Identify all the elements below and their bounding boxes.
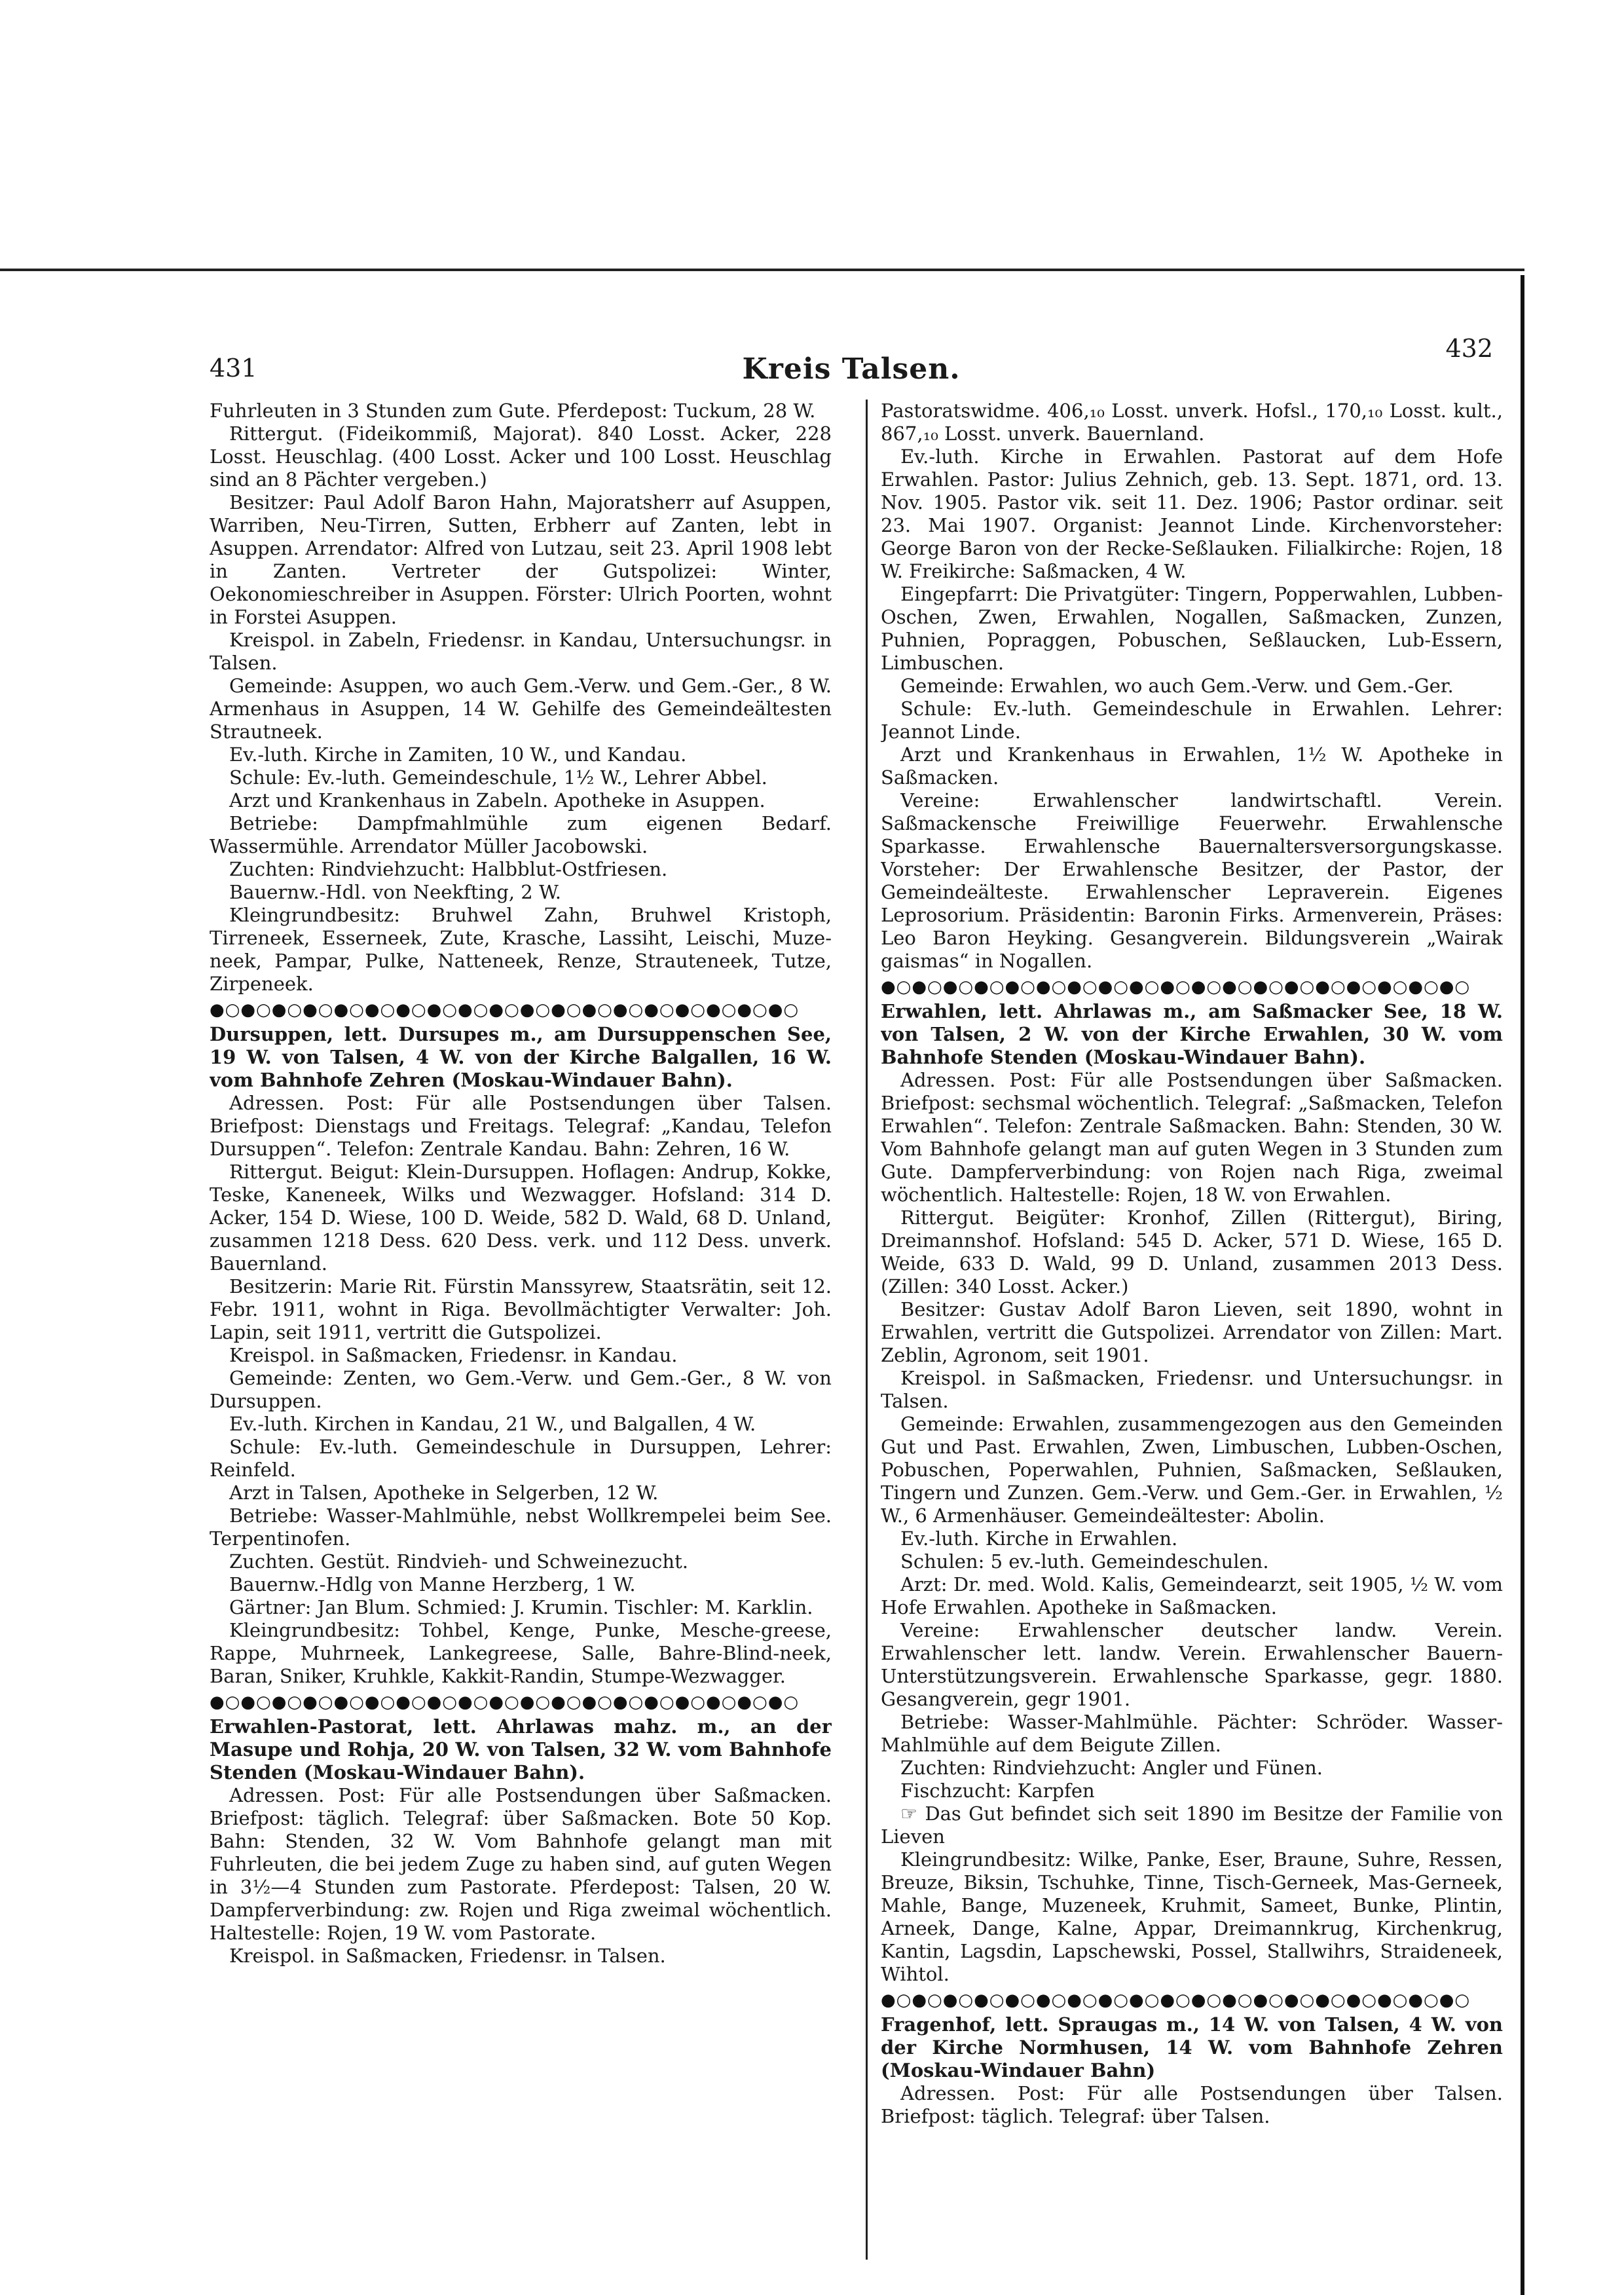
- paragraph: Kleingrundbesitz: Wilke, Panke, Eser, Braune, Suhre, Ressen, Breuze, Biksin, Tschuhke, Tinne, Tisch-Gerneek, Mas-Gerneek, Mahle, Bange, Muzeneek, Kruhmit, Sameet, Bunke, Plintin, Arneek, Dange, Kalne, Appar, Dreimannkrug, Kirchenkrug, Kantin, Lagsdin, Lapschewski, Possel, Stallwihrs, Straideneek, Wihtol.: [881, 1848, 1503, 1985]
- paragraph: Eingepfarrt: Die Privatgüter: Tingern, Popperwahlen, Lubben-Oschen, Zwen, Erwahlen, Nogallen, Saßmacken, Zunzen, Puhnien, Popraggen, Pobuschen, Seßlaucken, Lub-Essern, Limbuschen.: [881, 583, 1503, 674]
- ornament-separator: ●○●○●○●○●○●○●○●○●○●○●○●○●○●○●○●○●○●○●○: [210, 1000, 800, 1020]
- paragraph: Zuchten: Rindviehzucht: Halbblut-Ostfriesen.: [229, 858, 668, 880]
- column-divider: [866, 400, 868, 2260]
- paragraph: Kreispol. in Zabeln, Friedensr. in Kandau, Untersuchungsr. in Talsen.: [210, 629, 832, 674]
- paragraph: Fuhrleuten in 3 Stunden zum Gute. Pferdepost: Tuckum, 28 W.: [210, 400, 816, 422]
- paragraph: Schule: Ev.-luth. Gemeindeschule in Erwahlen. Lehrer: Jeannot Linde.: [881, 698, 1503, 743]
- paragraph: Besitzer: Paul Adolf Baron Hahn, Majoratsherr auf Asuppen, Warriben, Neu-Tirren, Sutten, Erbherr auf Zanten, lebt in Asuppen. Arrendator: Alfred von Lutzau, seit 23. April 1908 lebt in Zanten. Vertreter der Gutspolizei: Winter, Oekonomieschreiber in Asuppen. Förster: Ulrich Poorten, wohnt in Forstei Asuppen.: [210, 491, 832, 628]
- paragraph: Adressen. Post: Für alle Postsendungen über Talsen. Briefpost: Dienstags und Freitags. Telegraf: „Kandau, Telefon Dursuppen“. Telefon: Zentrale Kandau. Bahn: Zehren, 16 W.: [210, 1092, 832, 1160]
- paragraph: Betriebe: Wasser-Mahlmühle. Pächter: Schröder. Wasser-Mahlmühle auf dem Beigute Zillen.: [881, 1711, 1503, 1756]
- page-number-right: 432: [1445, 334, 1493, 363]
- paragraph: Schule: Ev.-luth. Gemeindeschule, 1½ W., Lehrer Abbel.: [229, 766, 767, 789]
- paragraph: Rittergut. (Fideikommiß, Majorat). 840 Losst. Acker, 228 Losst. Heuschlag. (400 Losst. Acker und 100 Losst. Heuschlag sind an 8 Pächter vergeben.): [210, 422, 832, 491]
- entry-dursuppen: Dursuppen, lett. Dursupes m., am Dursuppenschen See, 19 W. von Talsen, 4 W. von der Kirche Balgallen, 16 W. vom Bahnhofe Zehren (Moskau-Windauer Bahn).: [210, 1023, 832, 1091]
- paragraph: Kreispol. in Saßmacken, Friedensr. in Talsen.: [229, 1945, 666, 1967]
- paragraph: Vereine: Erwahlenscher deutscher landw. Verein. Erwahlenscher lett. landw. Verein. Erwahlenscher Bauern-Unterstützungsverein. Erwahlensche Sparkasse, gegr. 1880. Gesangverein, gegr 1901.: [881, 1619, 1503, 1710]
- paragraph: Ev.-luth. Kirche in Erwahlen. Pastorat auf dem Hofe Erwahlen. Pastor: Julius Zehnich, geb. 13. Sept. 1871, ord. 13. Nov. 1905. Pastor vik. seit 11. Dez. 1906; Pastor ordinar. seit 23. Mai 1907. Organist: Jeannot Linde. Kirchenvorsteher: George Baron von der Recke-Seßlauken. Filialkirche: Rojen, 18 W. Freikirche: Saßmacken, 4 W.: [881, 445, 1503, 582]
- paragraph: Schule: Ev.-luth. Gemeindeschule in Dursuppen, Lehrer: Reinfeld.: [210, 1436, 832, 1481]
- paragraph: Rittergut. Beigüter: Kronhof, Zillen (Rittergut), Biring, Dreimannshof. Hofsland: 545 D. Acker, 571 D. Wiese, 165 D. Weide, 633 D. Wald, 99 D. Unland, zusammen 2013 Dess. (Zillen: 340 Losst. Acker.): [881, 1206, 1503, 1297]
- paragraph: Ev.-luth. Kirche in Zamiten, 10 W., und Kandau.: [229, 743, 687, 766]
- paragraph: Bauernw.-Hdl. von Neekfting, 2 W.: [229, 881, 561, 903]
- paragraph: Arzt und Krankenhaus in Erwahlen, 1½ W. Apotheke in Saßmacken.: [881, 743, 1503, 789]
- paragraph: Ev.-luth. Kirche in Erwahlen.: [900, 1527, 1178, 1550]
- paragraph: Gemeinde: Zenten, wo Gem.-Verw. und Gem.-Ger., 8 W. von Dursuppen.: [210, 1367, 832, 1412]
- paragraph: Schulen: 5 ev.-luth. Gemeindeschulen.: [900, 1550, 1269, 1573]
- paragraph: Kleingrundbesitz: Bruhwel Zahn, Bruhwel Kristoph, Tirreneek, Esserneek, Zute, Krasche, Lassiht, Leischi, Muze-neek, Pampar, Pulke, Natteneek, Renze, Strauteneek, Tutze, Zirpeneek.: [210, 904, 832, 995]
- entry-fragenhof: Fragenhof, lett. Spraugas m., 14 W. von Talsen, 4 W. von der Kirche Normhusen, 14 W. vom Bahnhofe Zehren (Moskau-Windauer Bahn): [881, 2013, 1503, 2081]
- page-header: [210, 334, 1493, 386]
- running-title: Kreis Talsen.: [742, 352, 961, 386]
- paragraph: Betriebe: Dampfmahlmühle zum eigenen Bedarf. Wassermühle. Arrendator Müller Jacobowski.: [210, 812, 832, 857]
- page-right-edge: [1521, 275, 1524, 2295]
- paragraph: Adressen. Post: Für alle Postsendungen über Saßmacken. Briefpost: sechsmal wöchentlich. Telegraf: „Saßmacken, Telefon Erwahlen“. Telefon: Zentrale Saßmacken. Bahn: Stenden, 30 W. Vom Bahnhofe gelangt man auf guten Wegen in 3 Stunden zum Gute. Dampferverbindung: von Rojen nach Riga, zweimal wöchentlich. Haltestelle: Rojen, 18 W. von Erwahlen.: [881, 1069, 1503, 1206]
- page-number-left: 431: [210, 354, 257, 382]
- paragraph: Kreispol. in Saßmacken, Friedensr. in Kandau.: [229, 1344, 678, 1366]
- paragraph: Arzt und Krankenhaus in Zabeln. Apotheke in Asuppen.: [229, 789, 766, 812]
- paragraph: Kreispol. in Saßmacken, Friedensr. und Untersuchungsr. in Talsen.: [881, 1367, 1503, 1412]
- paragraph: Adressen. Post: Für alle Postsendungen über Saßmacken. Briefpost: täglich. Telegraf: über Saßmacken. Bote 50 Kop. Bahn: Stenden, 32 W. Vom Bahnhofe gelangt man mit Fuhrleuten, die bei jedem Zuge zu haben sind, auf guten Wegen in 3½—4 Stunden zum Pastorate. Pferdepost: Talsen, 20 W. Dampferverbindung: zw. Rojen und Riga zweimal wöchentlich. Haltestelle: Rojen, 19 W. vom Pastorate.: [210, 1784, 832, 1944]
- entry-erwahlen-pastorat: Erwahlen-Pastorat, lett. Ahrlawas mahz. m., an der Masupe und Rohja, 20 W. von Talsen, 32 W. vom Bahnhofe Stenden (Moskau-Windauer Bahn).: [210, 1715, 832, 1783]
- page-top-edge: [0, 269, 1524, 271]
- left-column: [210, 400, 832, 2260]
- paragraph: Adressen. Post: Für alle Postsendungen über Talsen. Briefpost: täglich. Telegraf: über Talsen.: [881, 2082, 1503, 2127]
- ornament-separator: ●○●○●○●○●○●○●○●○●○●○●○●○●○●○●○●○●○●○●○: [881, 977, 1471, 997]
- paragraph: Zuchten. Gestüt. Rindvieh- und Schweinezucht.: [229, 1550, 688, 1573]
- paragraph: Rittergut. Beigut: Klein-Dursuppen. Hoflagen: Andrup, Kokke, Teske, Kaneneek, Wilks und Wezwagger. Hofsland: 314 D. Acker, 154 D. Wiese, 100 D. Weide, 582 D. Wald, 68 D. Unland, zusammen 1218 Dess. 620 Dess. verk. und 112 Dess. unverk. Bauernland.: [210, 1161, 832, 1275]
- paragraph: Kleingrundbesitz: Tohbel, Kenge, Punke, Mesche-greese, Rappe, Muhrneek, Lankegreese, Salle, Bahre-Blind-neek, Baran, Sniker, Kruhkle, Kakkit-Randin, Stumpe-Wezwagger.: [210, 1619, 832, 1687]
- paragraph: Gemeinde: Erwahlen, wo auch Gem.-Verw. und Gem.-Ger.: [900, 675, 1454, 697]
- paragraph: Gemeinde: Asuppen, wo auch Gem.-Verw. und Gem.-Ger., 8 W. Armenhaus in Asuppen, 14 W. Gehilfe des Gemeindeältesten Strautneek.: [210, 675, 832, 743]
- paragraph: Gemeinde: Erwahlen, zusammengezogen aus den Gemeinden Gut und Past. Erwahlen, Zwen, Limbuschen, Lubben-Oschen, Pobuschen, Poperwahlen, Puhnien, Saßmacken, Seßlauken, Tingern und Zunzen. Gem.-Verw. und Gem.-Ger. in Erwahlen, ½ W., 6 Armenhäuser. Gemeindeältester: Abolin.: [881, 1413, 1503, 1527]
- right-column: [881, 400, 1503, 2260]
- paragraph: Zuchten: Rindviehzucht: Angler und Fünen.: [900, 1757, 1323, 1779]
- paragraph: Gärtner: Jan Blum. Schmied: J. Krumin. Tischler: M. Karklin.: [229, 1596, 813, 1618]
- paragraph: ☞ Das Gut befindet sich seit 1890 im Besitze der Familie von Lieven: [881, 1802, 1503, 1848]
- ornament-separator: ●○●○●○●○●○●○●○●○●○●○●○●○●○●○●○●○●○●○●○: [210, 1692, 800, 1712]
- paragraph: Besitzer: Gustav Adolf Baron Lieven, seit 1890, wohnt in Erwahlen, vertritt die Gutspolizei. Arrendator von Zillen: Mart. Zeblin, Agronom, seit 1901.: [881, 1298, 1503, 1366]
- paragraph: Bauernw.-Hdlg von Manne Herzberg, 1 W.: [229, 1573, 636, 1595]
- paragraph: Arzt: Dr. med. Wold. Kalis, Gemeindearzt, seit 1905, ½ W. vom Hofe Erwahlen. Apotheke in Saßmacken.: [881, 1573, 1503, 1618]
- paragraph: Fischzucht: Karpfen: [900, 1780, 1095, 1802]
- paragraph: Vereine: Erwahlenscher landwirtschaftl. Verein. Saßmackensche Freiwillige Feuerwehr. Erwahlensche Sparkasse. Erwahlensche Bauernaltersversorgungskasse. Vorsteher: Der Erwahlensche Besitzer, der Pastor, der Gemeindeälteste. Erwahlenscher Lepraverein. Eigenes Leprosorium. Präsidentin: Baronin Firks. Armenverein, Präses: Leo Baron Heyking. Gesangverein. Bildungsverein „Wairak gaismas“ in Nogallen.: [881, 789, 1503, 972]
- paragraph: Ev.-luth. Kirchen in Kandau, 21 W., und Balgallen, 4 W.: [229, 1413, 756, 1435]
- paragraph: Besitzerin: Marie Rit. Fürstin Manssyrew, Staatsrätin, seit 12. Febr. 1911, wohnt in Riga. Bevollmächtigter Verwalter: Joh. Lapin, seit 1911, vertritt die Gutspolizei.: [210, 1275, 832, 1343]
- paragraph: Arzt in Talsen, Apotheke in Selgerben, 12 W.: [229, 1482, 659, 1504]
- paragraph: Betriebe: Wasser-Mahlmühle, nebst Wollkrempelei beim See. Terpentinofen.: [210, 1504, 832, 1550]
- ornament-separator: ●○●○●○●○●○●○●○●○●○●○●○●○●○●○●○●○●○●○●○: [881, 1990, 1471, 2010]
- paragraph: Pastoratswidme. 406,₁₀ Losst. unverk. Hofsl., 170,₁₀ Losst. kult., 867,₁₀ Losst. unverk. Bauernland.: [881, 400, 1503, 445]
- entry-erwahlen: Erwahlen, lett. Ahrlawas m., am Saßmacker See, 18 W. von Talsen, 2 W. von der Kirche Erwahlen, 30 W. vom Bahnhofe Stenden (Moskau-Windauer Bahn).: [881, 1000, 1503, 1068]
